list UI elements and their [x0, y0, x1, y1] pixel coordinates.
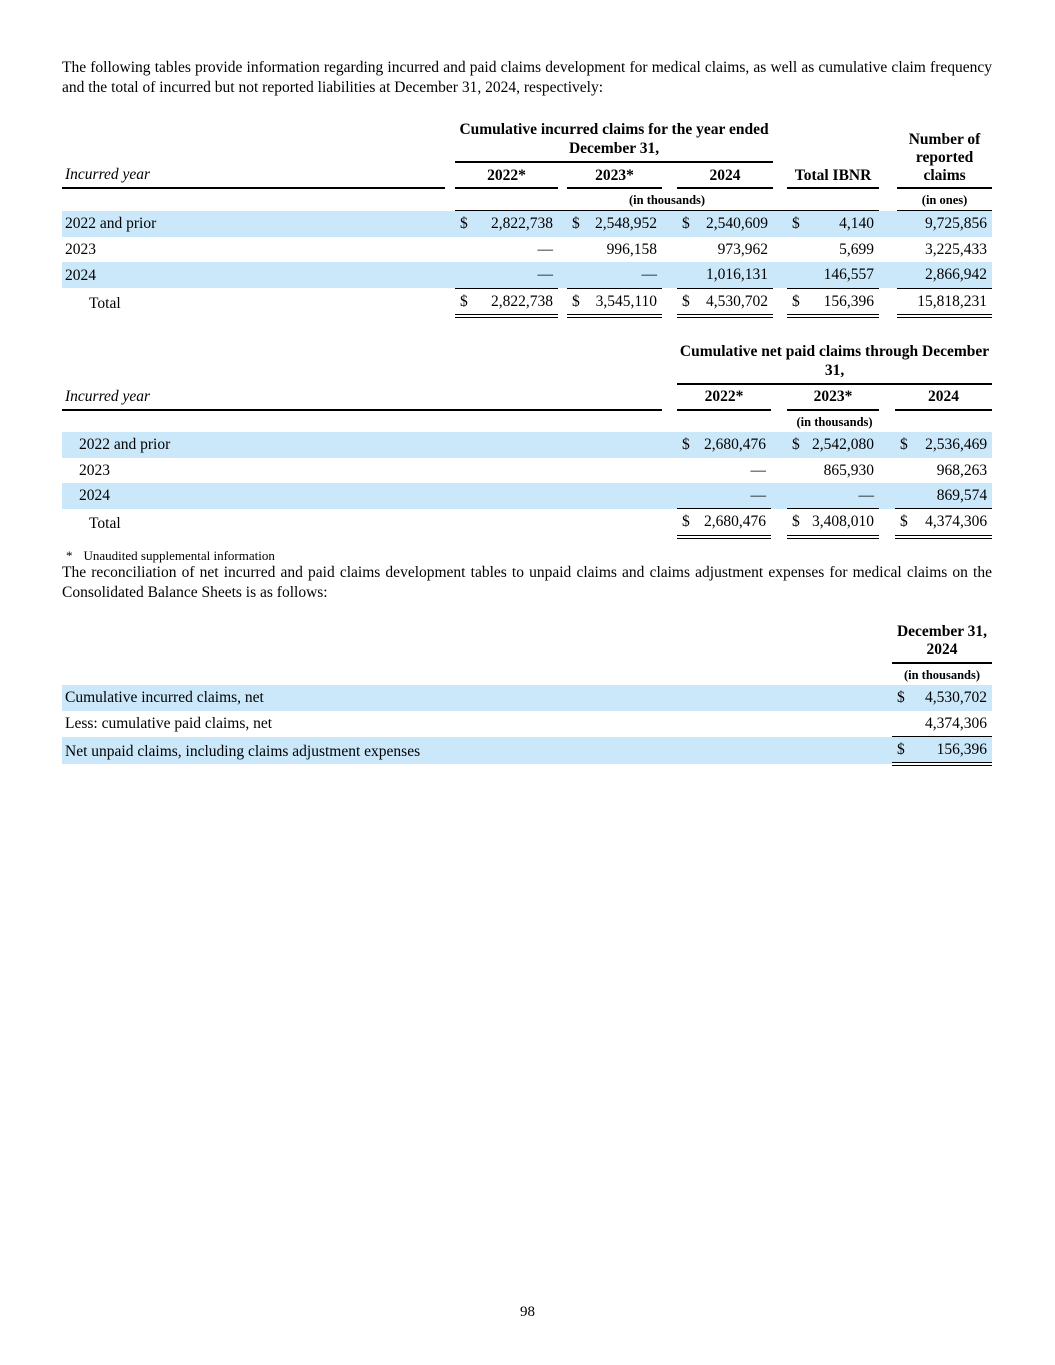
cell-2023: $ 3,408,010 — [787, 509, 879, 537]
cell-2022: $ 2,822,738 — [455, 288, 558, 316]
group-header-row — [62, 340, 992, 384]
cell-value: $ 156,396 — [892, 737, 992, 765]
cell-2024: 973,962 — [717, 240, 769, 258]
total-row — [62, 509, 992, 537]
column-header-total-ibnr: Total IBNR — [787, 118, 879, 188]
cell-reported-claims: 15,818,231 — [897, 288, 992, 316]
cell-2024: $ 4,374,306 — [895, 509, 992, 537]
row-label: Total — [89, 294, 121, 312]
table-row — [62, 432, 992, 457]
cell-2022: $ 2,680,476 — [677, 509, 771, 537]
cell-value: 4,374,306 — [892, 711, 992, 737]
year-header-row — [62, 384, 992, 410]
cell-2022: — — [537, 240, 553, 258]
cell-total-ibnr: $ 4,140 — [787, 211, 879, 237]
incurred-claims-table — [62, 118, 992, 318]
cell-reported-claims: 3,225,433 — [925, 240, 988, 258]
units-row — [62, 663, 992, 685]
column-header-2022: 2022* — [455, 162, 558, 188]
cell-2023: — — [567, 262, 662, 288]
paid-group-header: Cumulative net paid claims through December 31, — [677, 340, 992, 384]
row-header-incurred-year: Incurred year — [62, 162, 445, 188]
cell-2023: — — [787, 483, 879, 509]
column-header-2022: 2022* — [677, 384, 771, 410]
column-header-row — [62, 620, 992, 664]
reconciliation-paragraph: The reconciliation of net incurred and paid claims development tables to unpaid claims and claims adjustment expenses for medical claims on the Consolidated Balance Sheets is as follows: — [62, 564, 992, 602]
row-label: Net unpaid claims, including claims adjustment expenses — [62, 737, 892, 765]
units-note-ones: (in ones) — [897, 188, 992, 211]
total-row — [62, 288, 992, 316]
row-label: Cumulative incurred claims, net — [62, 685, 892, 710]
units-note-thousands: (in thousands) — [796, 415, 873, 430]
cell-2022: — — [677, 483, 771, 509]
incurred-group-header: Cumulative incurred claims for the year ended December 31, — [455, 118, 773, 162]
reconciliation-table — [62, 620, 992, 767]
row-label: 2022 and prior — [62, 432, 677, 457]
cell-2023: 996,158 — [606, 240, 657, 258]
units-row — [62, 188, 992, 211]
units-note-thousands: (in thousands) — [455, 188, 879, 211]
row-label: 2024 — [62, 262, 455, 288]
cell-2024: 1,016,131 — [677, 262, 773, 288]
cell-2024: $ 2,540,609 — [677, 211, 773, 237]
table-row — [62, 711, 992, 737]
cell-value: $ 4,530,702 — [892, 685, 992, 710]
cell-2024: $ 2,536,469 — [895, 432, 992, 457]
cell-2023: $ 3,545,110 — [567, 288, 662, 316]
column-header-reported-claims: Number of reported claims — [897, 118, 992, 188]
table-row — [62, 685, 992, 710]
table-row — [62, 483, 992, 509]
cell-2023: $ 2,542,080 — [787, 432, 879, 457]
column-header-2024: 2024 — [677, 162, 773, 188]
row-label: 2023 — [65, 240, 96, 258]
table-row — [62, 737, 992, 765]
cell-total-ibnr: $ 156,396 — [787, 288, 879, 316]
intro-paragraph: The following tables provide information regarding incurred and paid claims development for medical claims, as well as cumulative claim frequency and the total of incurred but not reported liabilities at December 31, 2024, respectively: — [62, 59, 992, 97]
table-row — [62, 458, 992, 483]
cell-2024: 869,574 — [895, 483, 992, 509]
cell-2024: 968,263 — [936, 461, 988, 479]
row-label: 2024 — [62, 483, 677, 509]
row-label: 2023 — [79, 461, 110, 479]
cell-2022: — — [750, 461, 766, 479]
cell-2022: — — [455, 262, 558, 288]
column-header-2023: 2023* — [567, 162, 662, 188]
cell-2022: $ 2,822,738 — [455, 211, 558, 237]
cell-total-ibnr: 5,699 — [839, 240, 875, 258]
column-header-2024: 2024 — [895, 384, 992, 410]
table-row — [62, 262, 992, 288]
units-note-thousands: (in thousands) — [903, 668, 981, 683]
table-footnote — [62, 548, 992, 564]
page-number: 98 — [520, 1304, 535, 1320]
column-header-december-31-2024: December 31, 2024 — [892, 620, 992, 664]
group-header-row — [62, 118, 992, 162]
cell-2023: 865,930 — [823, 461, 874, 479]
row-header-incurred-year: Incurred year — [62, 384, 662, 410]
cell-reported-claims: 9,725,856 — [897, 211, 992, 237]
footnote-marker: * — [66, 547, 73, 563]
column-header-2023: 2023* — [787, 384, 879, 410]
cell-2023: $ 2,548,952 — [567, 211, 662, 237]
table-row — [62, 237, 992, 262]
row-label: 2022 and prior — [62, 211, 455, 237]
units-row — [62, 410, 992, 432]
row-label: Total — [89, 515, 121, 533]
cell-reported-claims: 2,866,942 — [897, 262, 992, 288]
cell-2022: $ 2,680,476 — [677, 432, 771, 457]
table-row — [62, 211, 992, 237]
paid-claims-table — [62, 340, 992, 539]
row-label: Less: cumulative paid claims, net — [65, 715, 273, 733]
footnote-text: Unaudited supplemental information — [83, 547, 275, 563]
cell-total-ibnr: 146,557 — [787, 262, 879, 288]
cell-2024: $ 4,530,702 — [677, 288, 773, 316]
